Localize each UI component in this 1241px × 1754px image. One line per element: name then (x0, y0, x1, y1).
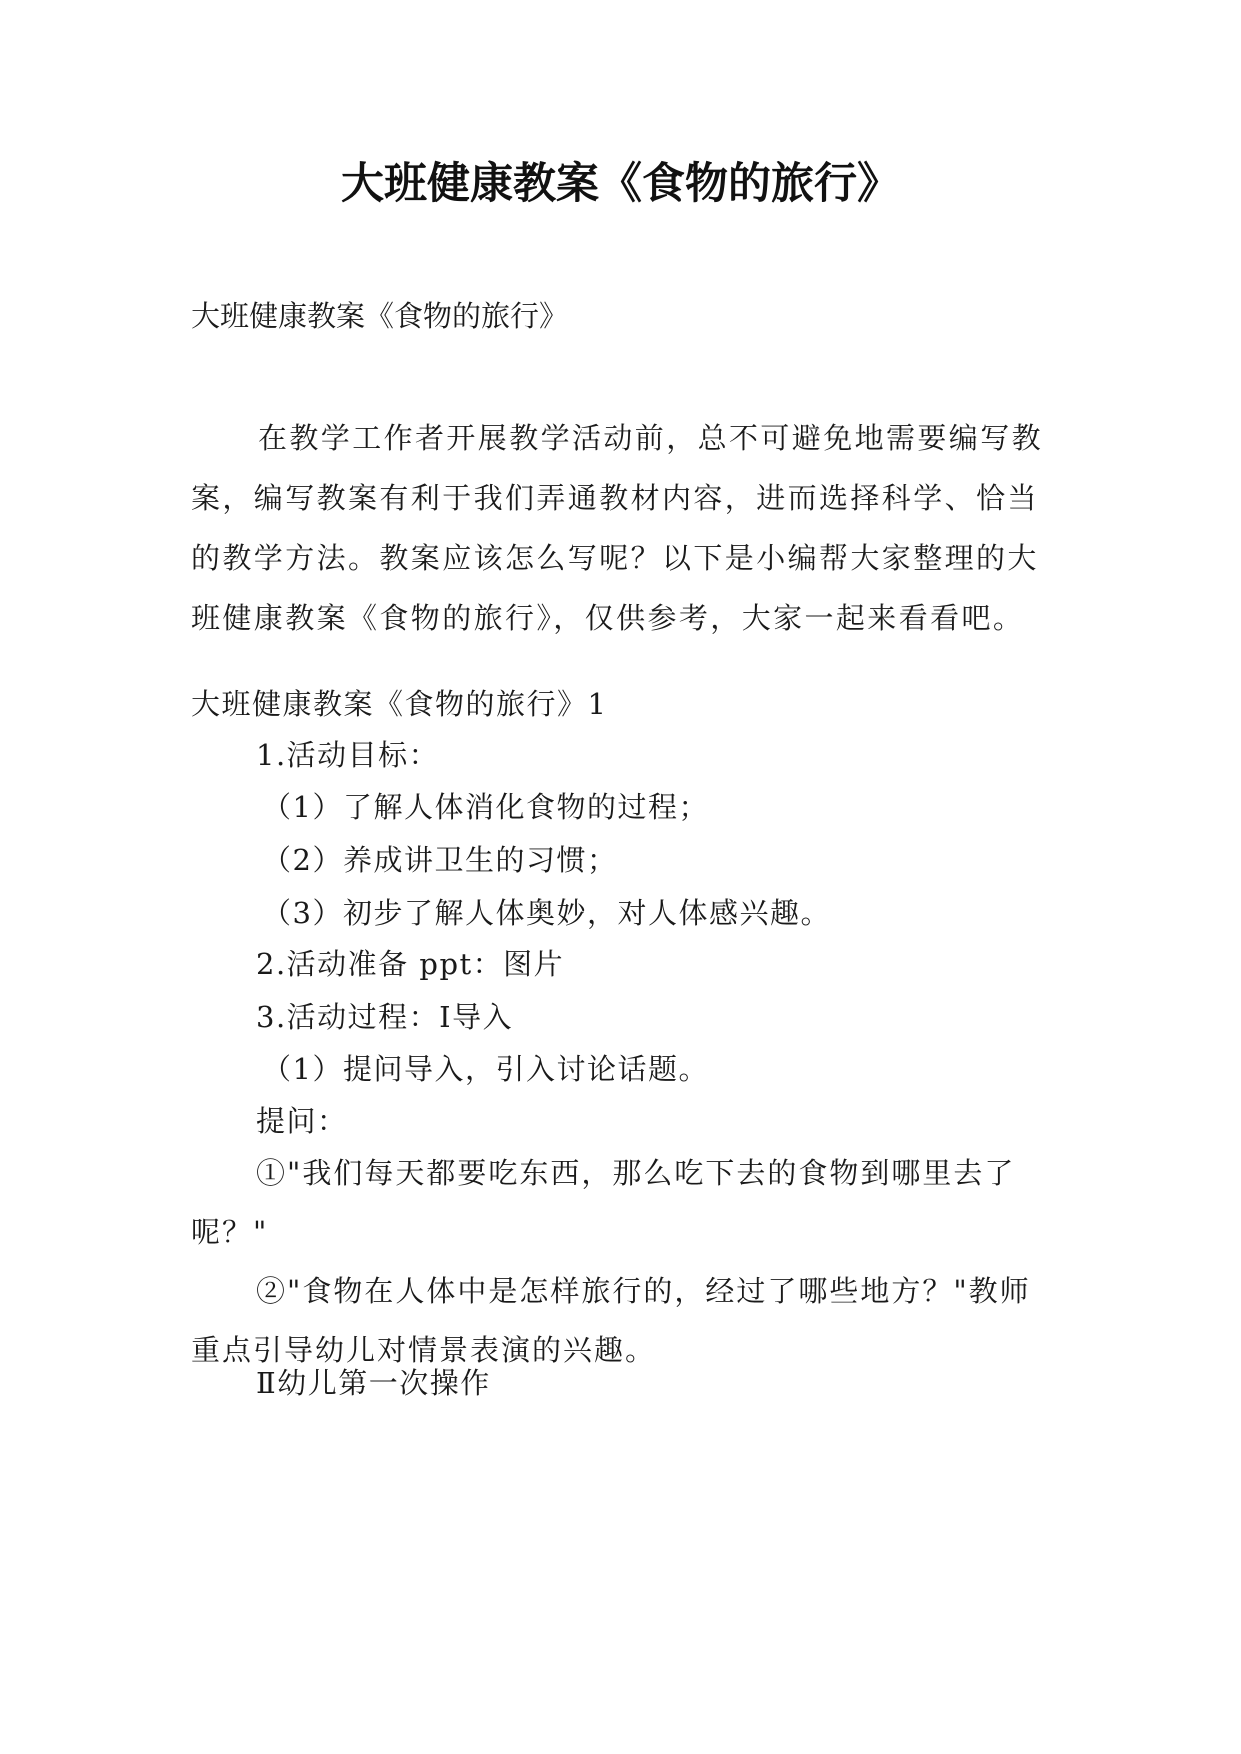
question-1-paragraph (191, 1144, 1061, 1262)
question-2-text: ②"食物在人体中是怎样旅行的，经过了哪些地方？"教师重点引导幼儿对情景表演的兴趣。 (191, 1274, 1031, 1367)
goals-heading: 1.活动目标： (256, 738, 440, 772)
question-label: 提问： (256, 1104, 348, 1138)
process-heading: 3.活动过程：Ⅰ导入 (256, 1000, 514, 1034)
intro-text: 在教学工作者开展教学活动前，总不可避免地需要编写教案，编写教案有利于我们弄通教材内容，进而选择科学、恰当的教学方法。教案应该怎么写呢？以下是小编帮大家整理的大班健康教案《食物的旅行》，仅供参考，大家一起来看看吧。 (191, 421, 1044, 635)
document-subtitle: 大班健康教案《食物的旅行》 (191, 299, 569, 333)
goal-item-3: （3）初步了解人体奥妙，对人体感兴趣。 (262, 896, 831, 930)
intro-paragraph (191, 408, 1061, 648)
question-1-text: ①"我们每天都要吃东西，那么吃下去的食物到哪里去了呢？" (191, 1156, 1016, 1249)
section-title: 大班健康教案《食物的旅行》1 (191, 687, 608, 721)
goal-item-2: （2）养成讲卫生的习惯； (262, 843, 618, 877)
goal-item-1: （1）了解人体消化食物的过程； (262, 790, 709, 824)
document-title: 大班健康教案《食物的旅行》 (341, 159, 900, 209)
process-step-1: （1）提问导入，引入讨论话题。 (262, 1052, 709, 1086)
preparation-line: 2.活动准备 ppt：图片 (256, 947, 565, 981)
part-2-heading: Ⅱ幼儿第一次操作 (256, 1366, 491, 1400)
